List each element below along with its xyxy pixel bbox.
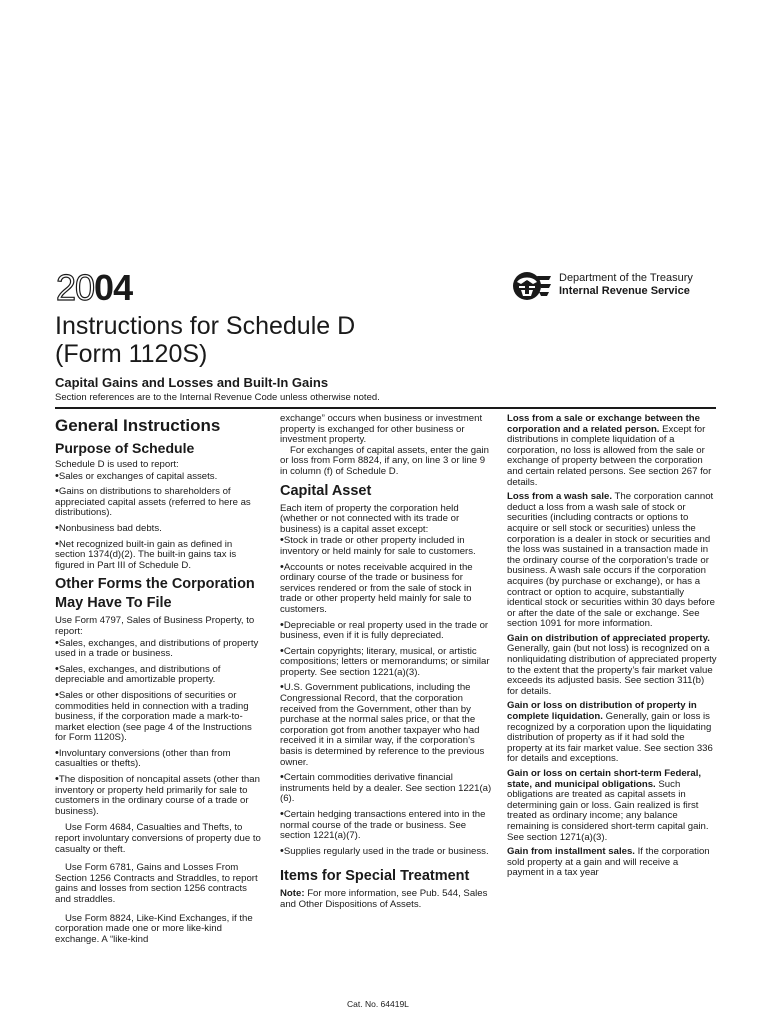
heading-general-instructions: General Instructions — [55, 416, 221, 435]
heading-capital-asset: Capital Asset — [280, 482, 372, 499]
paragraph: Use Form 8824, Like-Kind Exchanges, if the corporation made one or more like-kind exchange. A “like-kind — [55, 912, 253, 945]
bullet-item: • The disposition of noncapital assets (other than inventory or property held primarily for sale to customers in the ordinary course of a trade or business). — [55, 774, 265, 817]
heading-purpose-of-schedule: Purpose of Schedule — [55, 440, 195, 456]
bullet-item: • Sales or exchanges of capital assets. — [55, 471, 265, 483]
agency-department: Department of the Treasury — [559, 272, 693, 284]
agency-name: Internal Revenue Service — [559, 285, 690, 297]
special-item-heading: Loss from a sale or exchange between the corporation and a related person. — [507, 413, 701, 435]
header-divider — [55, 407, 716, 409]
note-text: For more information, see Pub. 544, Sales and Other Dispositions of Assets. — [280, 888, 488, 910]
special-item — [507, 769, 717, 843]
bullet-item: • Supplies regularly used in the trade or business. — [280, 846, 492, 858]
special-item — [507, 634, 717, 698]
bullet-item: • Net recognized built-in gain as defined in section 1374(d)(2). The built-in gains tax is figured in Part III of Schedule D. — [55, 539, 265, 572]
paragraph: Each item of property the corporation held (whether or not connected with its trade or business) is a capital asset except: — [280, 502, 460, 535]
special-item — [507, 847, 717, 879]
page-subtitle: Capital Gains and Losses and Built-In Gains — [55, 375, 329, 390]
special-item-heading: Gain or loss on distribution of property in complete liquidation. — [507, 700, 697, 723]
paragraph: Use Form 6781, Gains and Losses From Section 1256 Contracts and Straddles, to report gains and losses from section 1256 contracts and straddles. — [55, 862, 258, 905]
bullet-item: • Sales, exchanges, and distributions of depreciable and amortizable property. — [55, 664, 265, 686]
bullet-item: • U.S. Government publications, including the Congressional Record, that the corporation received from the Government, other than by purchase at the normal sales price, or that the corporation got from another taxpayer who had received it in a similar way, if the corporation’s basis is determined by reference to the previous owner. — [280, 682, 492, 768]
title-line-1: Instructions for Schedule D — [55, 312, 356, 340]
special-item-text: Generally, gain (but not loss) is recognized on a nonliquidating distribution of appreciated property to the extent that the property’s fair market value exceeds its adjusted basis. See section 311(b) for details. — [507, 643, 717, 697]
irs-eagle-logo-icon — [511, 270, 553, 302]
special-item-heading: Gain on distribution of appreciated property. — [507, 632, 710, 644]
title-line-2: (Form 1120S) — [55, 340, 208, 368]
catalog-number: Cat. No. 64419L — [347, 999, 409, 1009]
bullet-item: • Sales or other dispositions of securities or commodities held in connection with a trading business, if the corporation made a mark-to-market election (see page 4 of the Instructions for Form 1120S). — [55, 690, 265, 744]
bullet-item: • Gains on distributions to shareholders of appreciated capital assets (referred to here as distributions). — [55, 486, 265, 519]
heading-items-for-special-treatment: Items for Special Treatment — [280, 868, 470, 885]
bullet-item: • Stock in trade or other property included in inventory or held mainly for sale to customers. — [280, 535, 492, 557]
bullet-item: • Sales, exchanges, and distributions of property used in a trade or business. — [55, 638, 265, 660]
column-3 — [507, 414, 717, 883]
year-solid: 04 — [94, 267, 133, 308]
paragraph: exchange” occurs when business or investment property is exchanged for other business or investment property. — [280, 413, 483, 446]
heading-other-forms: Other Forms the Corporation May Have To File — [55, 576, 255, 612]
paragraph: For exchanges of capital assets, enter the gain or loss from Form 8824, if any, on line 3 or line 9 in column (f) of Schedule D. — [280, 444, 489, 477]
paragraph: Use Form 4797, Sales of Business Property, to report: — [55, 615, 255, 637]
special-item-text: If the corporation sold property at a gain and will receive a payment in a tax year — [507, 846, 710, 879]
special-item — [507, 414, 717, 488]
note-paragraph — [280, 889, 492, 910]
column-1 — [55, 414, 265, 949]
section-reference-note: Section references are to the Internal Revenue Code unless otherwise noted. — [55, 392, 380, 403]
bullet-item: • Certain copyrights; literary, musical, or artistic compositions; letters or memorandums; or similar property. See section 1221(a)(3). — [280, 646, 492, 679]
paragraph: Use Form 4684, Casualties and Thefts, to report involuntary conversions of property due to casualty or theft. — [55, 822, 261, 855]
column-2 — [280, 414, 492, 915]
special-item-heading: Gain from installment sales. — [507, 846, 635, 858]
bullet-item: • Certain commodities derivative financial instruments held by a dealer. See section 1221(a)(6). — [280, 772, 492, 805]
bullet-item: • Involuntary conversions (other than from casualties or thefts). — [55, 748, 265, 770]
special-item-text: The corporation cannot deduct a loss from a wash sale of stock or securities (including contracts or options to acquire or sell stock or securities) unless the corporation is a dealer in stock or securities and the loss was sustained in a transaction made in the ordinary course of the corporation’s trade or business. A wash sale occurs if the corporation acquires (by purchase or exchange), or has a contract or option to acquire, substantially identical stock or securities within 30 days before or after the date of the sale or exchange. See section 1091 for more information. — [507, 491, 715, 630]
special-item — [507, 492, 717, 630]
special-item-text: Such obligations are treated as capital assets in determining gain or loss. Gain realized is first treated as ordinary income; any balance remaining is considered short-term capital gain. See section 1271(a)(3). — [507, 778, 709, 843]
special-item — [507, 701, 717, 765]
note-label: Note: — [280, 888, 305, 900]
bullet-item: • Certain hedging transactions entered into in the normal course of the trade or business. See section 1221(a)(7). — [280, 809, 492, 842]
bullet-item: • Nonbusiness bad debts. — [55, 523, 265, 535]
form-year — [56, 268, 132, 308]
page-title — [55, 312, 615, 368]
special-item-heading: Gain or loss on certain short-term Federal, state, and municipal obligations. — [507, 768, 702, 790]
paragraph: Schedule D is used to report: — [55, 459, 179, 470]
special-item-text: Except for distributions in complete liquidation of a corporation, no loss is allowed from the sale or exchange of property between the corporation and certain related persons. See section 267 for details. — [507, 423, 712, 488]
special-item-text: Generally, gain or loss is recognized by a corporation upon the liquidating distribution of property as if it had sold the property at its fair market value. See section 336 for details and exceptions. — [507, 711, 713, 765]
bullet-item: • Accounts or notes receivable acquired in the ordinary course of the trade or business for services rendered or from the sale of stock in trade or other property held mainly for sale to customers. — [280, 562, 492, 616]
special-item-heading: Loss from a wash sale. — [507, 491, 613, 503]
bullet-item: • Depreciable or real property used in the trade or business, even if it is fully depreciated. — [280, 620, 492, 642]
year-outline: 20 — [56, 267, 95, 308]
